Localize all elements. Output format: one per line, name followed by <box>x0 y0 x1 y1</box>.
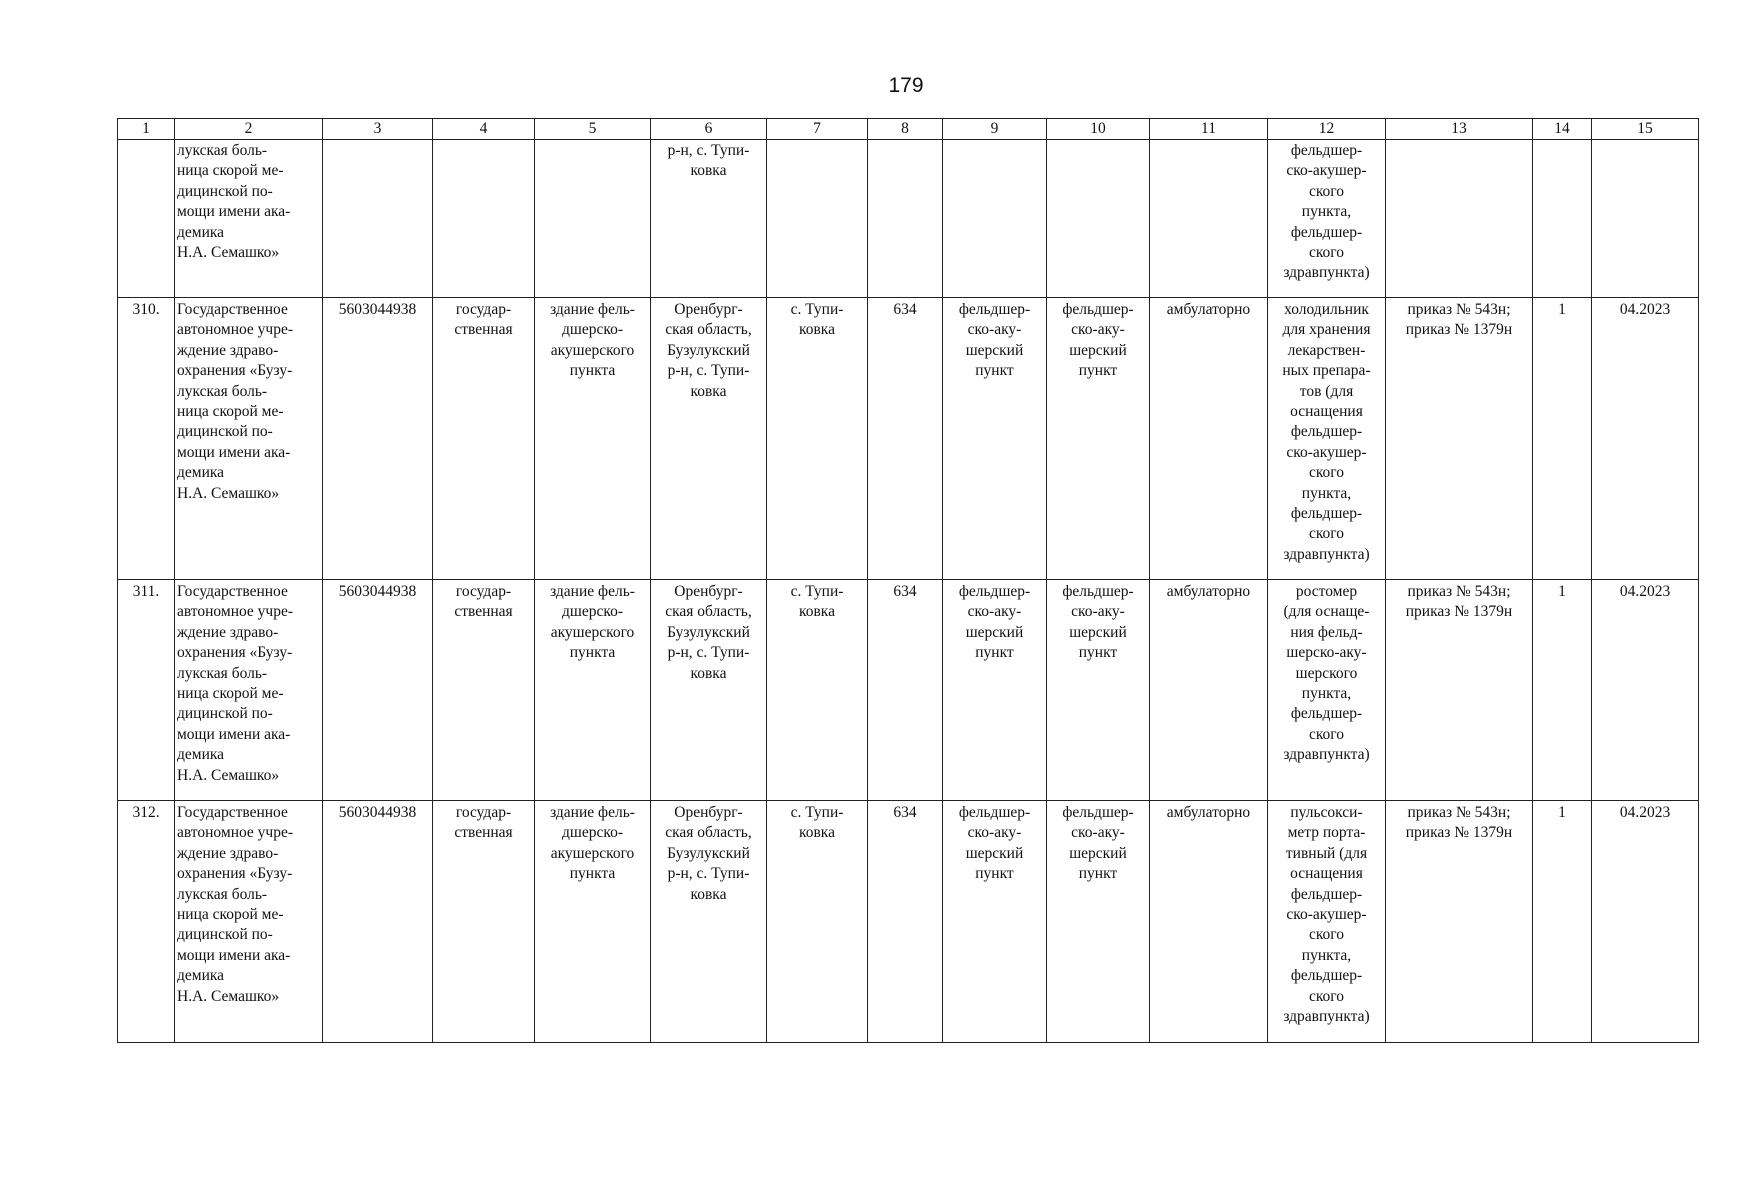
cell-text-line: лукская боль- <box>177 664 268 682</box>
cell-facility-type <box>943 580 1047 801</box>
cell-text-line: шерский <box>965 844 1024 862</box>
column-number: 8 <box>868 119 943 140</box>
cell-text-line: дшерско- <box>562 824 623 842</box>
cell-text-line: демика <box>177 223 225 241</box>
cell-text-line: здравпункта) <box>1283 545 1370 563</box>
table-row <box>118 298 1699 580</box>
cell-text-line: приказ № 543н; <box>1407 301 1511 318</box>
cell-equipment <box>1268 140 1386 298</box>
column-number: 15 <box>1592 119 1699 140</box>
cell-text-line: ждение здраво- <box>177 844 279 862</box>
cell-text-line: ных препара- <box>1282 362 1371 380</box>
cell-text-line: ско-аку- <box>967 603 1022 621</box>
cell-text-line: пункт <box>975 865 1014 883</box>
cell-text-line: ственная <box>454 824 513 842</box>
cell-text-line: фельдшер- <box>1290 505 1363 523</box>
table-row <box>118 580 1699 801</box>
cell-locality <box>767 580 868 801</box>
cell-text-line: демика <box>177 967 225 985</box>
cell-date: 04.2023 <box>1592 298 1699 580</box>
cell-quantity: 1 <box>1533 801 1592 1043</box>
cell-text-line: фельдшер- <box>1062 301 1134 318</box>
cell-building <box>535 298 651 580</box>
cell-text-line: (для оснаще- <box>1283 603 1370 621</box>
cell-text-line: ского <box>1308 525 1345 543</box>
cell-number: 310. <box>118 298 175 580</box>
cell-organization <box>175 140 323 298</box>
cell-quantity: 1 <box>1533 298 1592 580</box>
cell-text-line: дицинской по- <box>177 182 273 200</box>
continuation-row <box>118 140 1699 298</box>
column-number: 4 <box>433 119 535 140</box>
column-number: 10 <box>1047 119 1150 140</box>
cell-text-line: фельдшер- <box>1290 967 1363 985</box>
cell-number: 311. <box>118 580 175 801</box>
cell-text-line: приказ № 543н; <box>1407 804 1511 821</box>
cell-text-line: фельдшер- <box>1290 705 1363 723</box>
cell-organization <box>175 801 323 1043</box>
cell-text-line: Государственное <box>177 583 288 600</box>
equipment-register-table <box>117 118 1699 1043</box>
cell-text-line: ско-акушер- <box>1286 162 1367 180</box>
cell-text-line: шерский <box>965 341 1024 359</box>
cell-text-line: дицинской по- <box>177 423 273 441</box>
cell-text-line: лукская боль- <box>177 885 268 903</box>
cell-text-line: ница скорой ме- <box>177 403 284 421</box>
cell-text-line: ского <box>1308 244 1345 262</box>
cell-text-line: ско-аку- <box>967 824 1022 842</box>
cell-equipment <box>1268 580 1386 801</box>
cell-text-line: дшерско- <box>562 603 623 621</box>
cell-text-line: ско-акушер- <box>1286 906 1367 924</box>
cell-unit <box>1047 801 1150 1043</box>
cell-text-line: тивный (для <box>1285 844 1368 862</box>
cell-text-line: р-н, с. Тупи- <box>667 865 750 883</box>
cell-text-line: для хранения <box>1282 321 1371 339</box>
cell-text-line: Бузулукский <box>667 341 750 359</box>
cell-text-line: Оренбург- <box>674 583 743 600</box>
cell-text-line: ковка <box>799 321 835 339</box>
cell-number <box>118 140 175 298</box>
cell-text-line: ковка <box>690 664 727 682</box>
cell-text-line: пункт <box>1078 644 1118 662</box>
cell-text-line: охранения «Бузу- <box>177 865 293 883</box>
cell-text-line: Бузулукский <box>667 844 750 862</box>
cell-facility-type <box>943 298 1047 580</box>
cell-text-line: лекарствен- <box>1287 341 1366 359</box>
cell-text-line: шерский <box>1069 341 1127 359</box>
column-number-row <box>118 119 1699 140</box>
cell-text-line: фельдшер- <box>1290 885 1363 903</box>
cell-text-line: ственная <box>454 603 513 621</box>
column-number: 11 <box>1150 119 1268 140</box>
cell-text-line: фельдшер- <box>1290 223 1363 241</box>
cell-text-line: ского <box>1308 182 1345 200</box>
cell-text-line: метр порта- <box>1287 824 1366 842</box>
cell-text-line: ния фельд- <box>1290 623 1363 641</box>
cell-text-line: здание фель- <box>550 804 635 821</box>
cell-text-line: ско-аку- <box>967 321 1022 339</box>
cell-text-line: ковка <box>799 603 835 621</box>
cell-text-line: автономное учре- <box>177 321 294 339</box>
cell-unit <box>1047 580 1150 801</box>
cell-date: 04.2023 <box>1592 801 1699 1043</box>
cell-text-line: пункта <box>569 644 616 662</box>
column-number: 14 <box>1533 119 1592 140</box>
cell-text-line: демика <box>177 464 225 482</box>
cell-ownership <box>433 801 535 1043</box>
cell-text-line: шерского <box>1295 664 1358 682</box>
cell-text-line: ковка <box>690 382 727 400</box>
cell-text-line: Н.А. Семашко» <box>177 244 280 262</box>
cell-text-line: Бузулукский <box>667 623 750 641</box>
cell-text-line: здание фель- <box>550 583 635 600</box>
cell-text-line: пункта, <box>1301 203 1352 221</box>
cell-address <box>651 801 767 1043</box>
cell-text-line: приказ № 1379н <box>1405 824 1513 842</box>
cell-text-line: мощи имени ака- <box>177 725 291 743</box>
cell-text-line: фельдшер- <box>958 804 1031 821</box>
cell-text-line: шерско-аку- <box>1286 644 1367 662</box>
cell-text-line: пункта, <box>1301 946 1352 964</box>
cell-text-line: р-н, с. Тупи- <box>667 362 750 380</box>
cell-text-line: Н.А. Семашко» <box>177 987 280 1005</box>
cell-organization <box>175 580 323 801</box>
cell-locality <box>767 140 868 298</box>
cell-inn: 5603044938 <box>323 801 433 1043</box>
cell-inn <box>323 140 433 298</box>
cell-quantity <box>1533 140 1592 298</box>
cell-text-line: лукская боль- <box>177 142 268 159</box>
cell-text-line: ростомер <box>1295 583 1358 600</box>
cell-text-line: фельдшер- <box>1062 583 1134 600</box>
cell-text-line: мощи имени ака- <box>177 203 291 221</box>
cell-text-line: акушерского <box>550 844 635 862</box>
cell-text-line: приказ № 1379н <box>1405 603 1513 621</box>
cell-order <box>1386 140 1533 298</box>
cell-text-line: пункта, <box>1301 685 1352 703</box>
cell-number: 312. <box>118 801 175 1043</box>
cell-text-line: фельдшер- <box>958 583 1031 600</box>
cell-order <box>1386 801 1533 1043</box>
cell-text-line: мощи имени ака- <box>177 946 291 964</box>
cell-text-line: здание фель- <box>550 301 635 318</box>
cell-text-line: государ- <box>455 301 512 318</box>
column-number: 3 <box>323 119 433 140</box>
cell-locality <box>767 298 868 580</box>
cell-text-line: ждение здраво- <box>177 623 279 641</box>
column-number: 7 <box>767 119 868 140</box>
cell-text-line: фельдшер- <box>1290 423 1363 441</box>
cell-text-line: Оренбург- <box>674 301 743 318</box>
cell-text-line: охранения «Бузу- <box>177 644 293 662</box>
cell-text-line: пульсокси- <box>1290 804 1363 821</box>
cell-text-line: приказ № 543н; <box>1407 583 1511 600</box>
cell-text-line: лукская боль- <box>177 382 268 400</box>
cell-text-line: мощи имени ака- <box>177 443 291 461</box>
cell-unit <box>1047 140 1150 298</box>
cell-inn: 5603044938 <box>323 580 433 801</box>
cell-text-line: фельдшер- <box>958 301 1031 318</box>
cell-building <box>535 801 651 1043</box>
cell-text-line: акушерского <box>550 623 635 641</box>
cell-text-line: здравпункта) <box>1283 1008 1370 1026</box>
column-number: 6 <box>651 119 767 140</box>
cell-address <box>651 140 767 298</box>
cell-text-line: охранения «Бузу- <box>177 362 293 380</box>
cell-inn: 5603044938 <box>323 298 433 580</box>
cell-text-line: ница скорой ме- <box>177 162 284 180</box>
cell-order <box>1386 580 1533 801</box>
cell-locality <box>767 801 868 1043</box>
cell-text-line: ско-аку- <box>1071 824 1125 842</box>
cell-care-mode: амбулаторно <box>1150 580 1268 801</box>
column-number: 13 <box>1386 119 1533 140</box>
cell-facility-type <box>943 801 1047 1043</box>
cell-text-line: Государственное <box>177 301 288 318</box>
cell-text-line: ковка <box>690 162 727 180</box>
cell-text-line: автономное учре- <box>177 603 294 621</box>
cell-text-line: шерский <box>965 623 1024 641</box>
cell-text-line: ница скорой ме- <box>177 906 284 924</box>
cell-building <box>535 580 651 801</box>
cell-text-line: Оренбург- <box>674 804 743 821</box>
cell-equipment <box>1268 801 1386 1043</box>
table-row <box>118 801 1699 1043</box>
cell-text-line: оснащения <box>1290 403 1363 421</box>
cell-care-mode <box>1150 140 1268 298</box>
cell-text-line: фельдшер- <box>1290 142 1363 159</box>
cell-ownership <box>433 140 535 298</box>
cell-text-line: государ- <box>455 804 512 821</box>
cell-text-line: фельдшер- <box>1062 804 1134 821</box>
cell-text-line: ского <box>1308 926 1345 944</box>
cell-text-line: дшерско- <box>562 321 623 339</box>
cell-address <box>651 580 767 801</box>
cell-text-line: ская область, <box>665 321 752 339</box>
cell-date: 04.2023 <box>1592 580 1699 801</box>
cell-text-line: пункт <box>975 644 1014 662</box>
cell-text-line: ственная <box>454 321 513 339</box>
cell-text-line: ского <box>1308 725 1345 743</box>
cell-text-line: пункта, <box>1301 484 1352 502</box>
column-number: 2 <box>175 119 323 140</box>
cell-text-line: государ- <box>455 583 512 600</box>
column-number: 5 <box>535 119 651 140</box>
cell-care-mode: амбулаторно <box>1150 801 1268 1043</box>
cell-text-line: ковка <box>799 824 835 842</box>
cell-text-line: ского <box>1308 464 1345 482</box>
cell-ownership <box>433 580 535 801</box>
cell-text-line: приказ № 1379н <box>1405 321 1513 339</box>
cell-text-line: здравпункта) <box>1283 746 1370 764</box>
cell-text-line: дицинской по- <box>177 926 273 944</box>
cell-text-line: ско-аку- <box>1071 321 1125 339</box>
cell-order <box>1386 298 1533 580</box>
cell-address <box>651 298 767 580</box>
cell-text-line: ждение здраво- <box>177 341 279 359</box>
cell-population: 634 <box>868 580 943 801</box>
cell-text-line: здравпункта) <box>1283 264 1370 282</box>
cell-text-line: ница скорой ме- <box>177 685 284 703</box>
cell-text-line: р-н, с. Тупи- <box>667 644 750 662</box>
column-number: 9 <box>943 119 1047 140</box>
cell-facility-type <box>943 140 1047 298</box>
cell-text-line: Н.А. Семашко» <box>177 484 280 502</box>
cell-text-line: с. Тупи- <box>790 301 844 318</box>
cell-text-line: Н.А. Семашко» <box>177 766 280 784</box>
cell-organization <box>175 298 323 580</box>
cell-unit <box>1047 298 1150 580</box>
cell-equipment <box>1268 298 1386 580</box>
cell-text-line: шерский <box>1069 844 1127 862</box>
cell-ownership <box>433 298 535 580</box>
cell-text-line: ковка <box>690 885 727 903</box>
cell-quantity: 1 <box>1533 580 1592 801</box>
cell-text-line: холодильник <box>1284 301 1369 318</box>
cell-care-mode: амбулаторно <box>1150 298 1268 580</box>
cell-building <box>535 140 651 298</box>
cell-text-line: дицинской по- <box>177 705 273 723</box>
cell-text-line: пункт <box>975 362 1014 380</box>
cell-text-line: с. Тупи- <box>790 583 844 600</box>
cell-text-line: демика <box>177 746 225 764</box>
cell-population: 634 <box>868 801 943 1043</box>
cell-text-line: Государственное <box>177 804 288 821</box>
cell-date <box>1592 140 1699 298</box>
cell-text-line: автономное учре- <box>177 824 294 842</box>
cell-text-line: с. Тупи- <box>790 804 844 821</box>
cell-text-line: пункта <box>569 362 616 380</box>
page-number: 179 <box>888 74 924 97</box>
cell-text-line: тов (для <box>1299 382 1354 400</box>
cell-text-line: ско-акушер- <box>1286 443 1367 461</box>
cell-text-line: пункта <box>569 865 616 883</box>
cell-text-line: р-н, с. Тупи- <box>667 142 750 159</box>
cell-text-line: пункт <box>1078 865 1118 883</box>
cell-text-line: ского <box>1308 987 1345 1005</box>
cell-population: 634 <box>868 298 943 580</box>
cell-text-line: ская область, <box>665 824 752 842</box>
cell-text-line: оснащения <box>1290 865 1363 883</box>
cell-text-line: шерский <box>1069 623 1127 641</box>
column-number: 1 <box>118 119 175 140</box>
cell-population <box>868 140 943 298</box>
column-number: 12 <box>1268 119 1386 140</box>
cell-text-line: акушерского <box>550 341 635 359</box>
cell-text-line: ско-аку- <box>1071 603 1125 621</box>
cell-text-line: пункт <box>1078 362 1118 380</box>
cell-text-line: ская область, <box>665 603 752 621</box>
